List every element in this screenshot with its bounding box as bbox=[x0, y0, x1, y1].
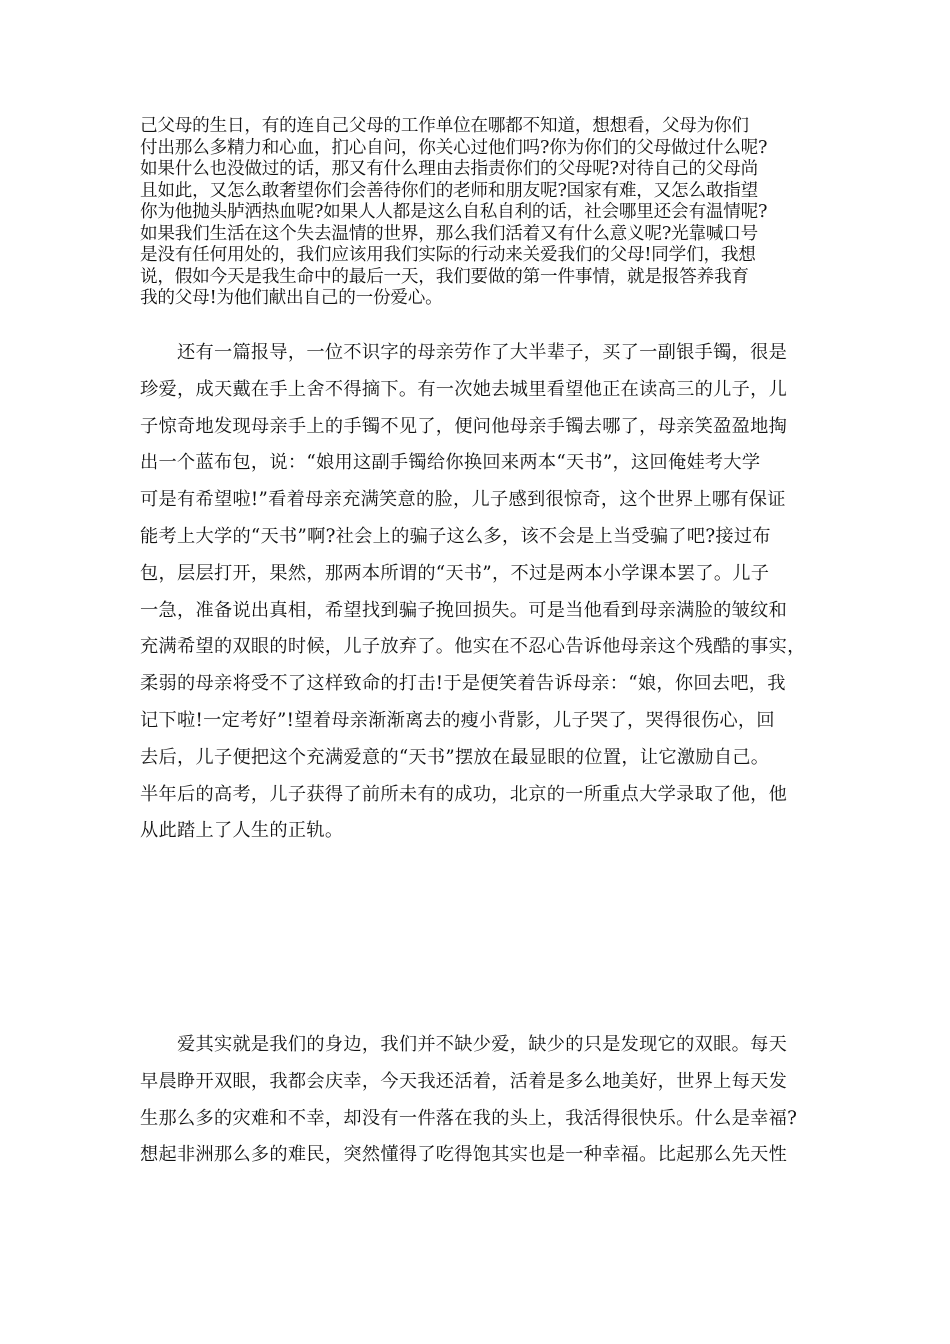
text-line: 柔弱的母亲将受不了这样致命的打击!于是便笑着告诉母亲：“娘，你回去吧，我 bbox=[140, 673, 786, 695]
text-line: 一急，准备说出真相，希望找到骗子挽回损失。可是当他看到母亲满脸的皱纹和 bbox=[140, 599, 788, 621]
text-line: 生那么多的灾难和不幸，却没有一件落在我的头上，我活得很快乐。什么是幸福? bbox=[140, 1107, 798, 1129]
text-line: 且如此，又怎么敢奢望你们会善待你们的老师和朋友呢?国家有难，又怎么敢指望 bbox=[140, 180, 759, 201]
text-line: 出一个蓝布包，说：“娘用这副手镯给你换回来两本“天书”，这回俺娃考大学 bbox=[140, 452, 761, 474]
paragraph-2 bbox=[140, 335, 830, 850]
text-line: 早晨睁开双眼，我都会庆幸，今天我还活着，活着是多么地美好，世界上每天发 bbox=[140, 1070, 788, 1092]
paragraph-3 bbox=[140, 1027, 830, 1174]
text-line: 从此踏上了人生的正轨。 bbox=[140, 820, 344, 842]
text-line: 还有一篇报导，一位不识字的母亲劳作了大半辈子，买了一副银手镯，很是 bbox=[140, 342, 788, 363]
text-line: 说，假如今天是我生命中的最后一天，我们要做的第一件事情，就是报答养我育 bbox=[140, 266, 749, 287]
text-line: 包，层层打开，果然，那两本所谓的“天书”，不过是两本小学课本罢了。儿子 bbox=[140, 562, 770, 584]
text-line: 想起非洲那么多的难民，突然懂得了吃得饱其实也是一种幸福。比起那么先天性 bbox=[140, 1144, 788, 1166]
text-line: 你为他抛头胪洒热血呢?如果人人都是这么自私自利的话，社会哪里还会有温情呢? bbox=[140, 202, 768, 222]
text-line: 能考上大学的“天书”啊?社会上的骗子这么多，该不会是上当受骗了吧?接过布 bbox=[140, 525, 771, 547]
text-line: 半年后的高考，儿子获得了前所未有的成功，北京的一所重点大学录取了他，他 bbox=[140, 783, 788, 805]
text-line: 充满希望的双眼的时候，儿子放弃了。他实在不忍心告诉他母亲这个残酷的事实， bbox=[140, 636, 806, 658]
text-line: 是没有任何用处的，我们应该用我们实际的行动来关爱我们的父母!同学们，我想 bbox=[140, 245, 756, 265]
text-line: 可是有希望啦!”看着母亲充满笑意的脸，儿子感到很惊奇，这个世界上哪有保证 bbox=[140, 489, 786, 511]
text-line: 爱其实就是我们的身边，我们并不缺少爱，缺少的只是发现它的双眼。每天 bbox=[140, 1034, 788, 1055]
text-line: 去后，儿子便把这个充满爱意的“天书”摆放在最显眼的位置，让它激励自己。 bbox=[140, 746, 770, 768]
text-line: 付出那么多精力和心血，扪心自问，你关心过他们吗?你为你们的父母做过什么呢? bbox=[140, 137, 768, 158]
text-line: 珍爱，成天戴在手上舍不得摘下。有一次她去城里看望他正在读高三的儿子，儿 bbox=[140, 378, 788, 400]
text-line: 己父母的生日，有的连自己父母的工作单位在哪都不知道，想想看，父母为你们 bbox=[140, 116, 749, 136]
text-line: 如果什么也没做过的话，那又有什么理由去指责你们的父母呢?对待自己的父母尚 bbox=[140, 159, 759, 179]
text-line: 我的父母!为他们献出自己的一份爱心。 bbox=[140, 288, 443, 308]
paragraph-1 bbox=[140, 116, 830, 310]
text-line: 子惊奇地发现母亲手上的手镯不见了，便问他母亲手镯去哪了，母亲笑盈盈地掏 bbox=[140, 415, 788, 437]
text-line: 如果我们生活在这个失去温情的世界，那么我们活着又有什么意义呢?光靠喊口号 bbox=[140, 223, 759, 244]
text-line: 记下啦!一定考好”!望着母亲渐渐离去的瘦小背影，儿子哭了，哭得很伤心，回 bbox=[140, 709, 775, 731]
